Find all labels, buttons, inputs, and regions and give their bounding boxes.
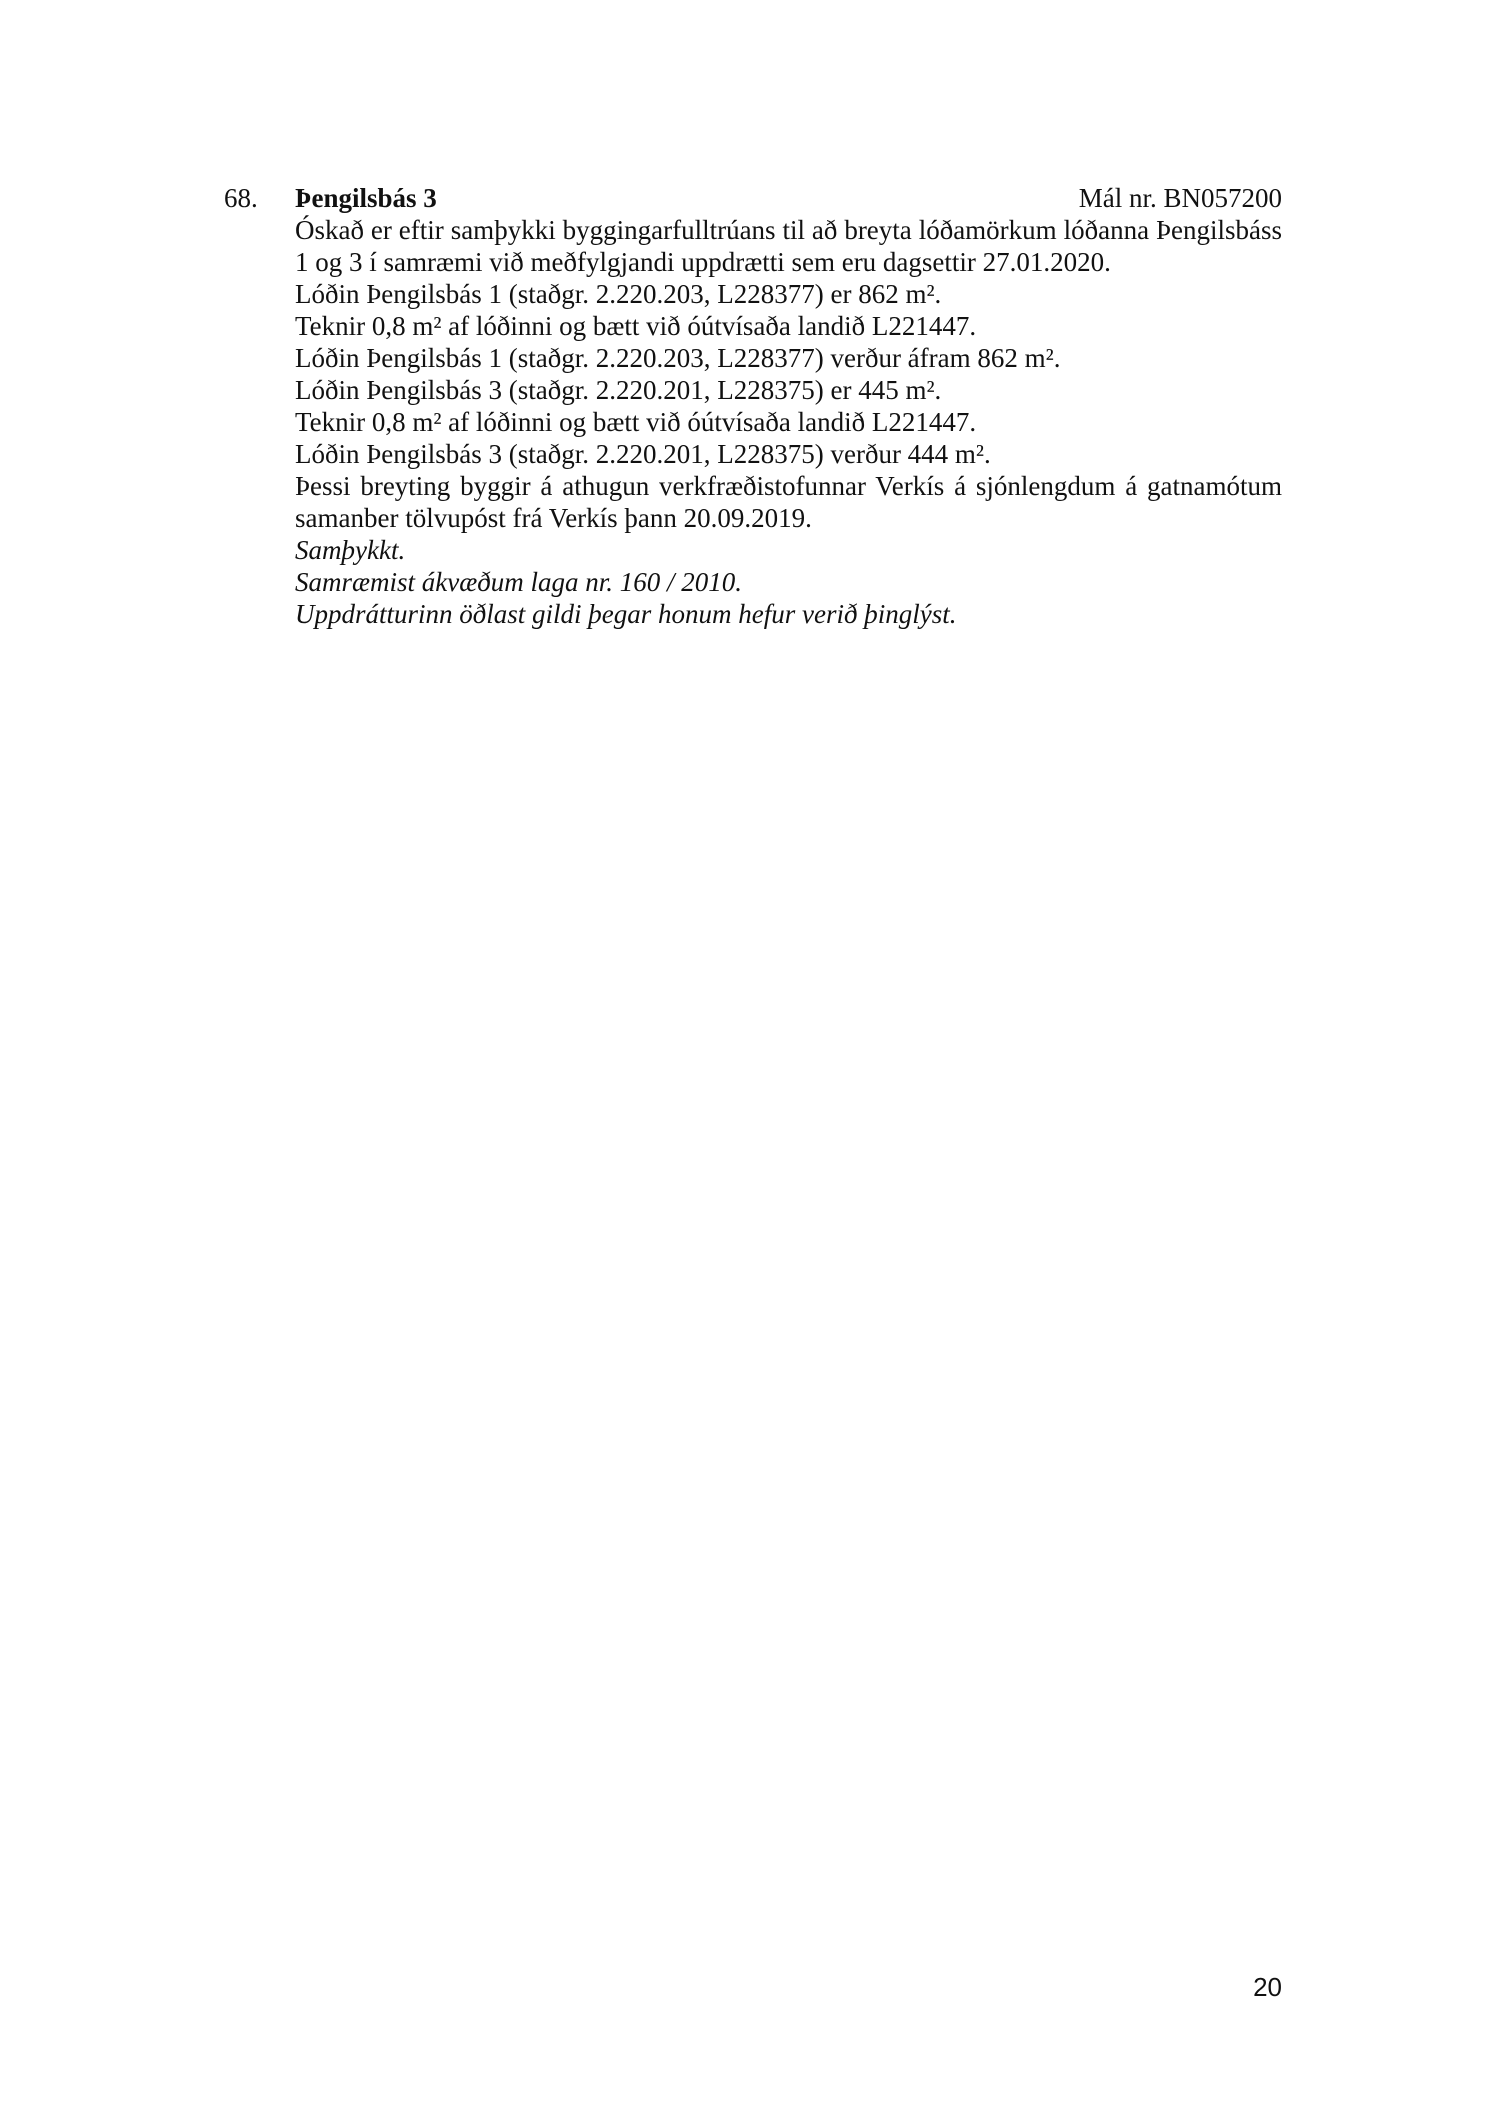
item-header xyxy=(224,182,1282,214)
plot-line: Teknir 0,8 m² af lóðinni og bætt við óútvísaða landið L221447. xyxy=(295,407,977,437)
case-number: Mál nr. BN057200 xyxy=(1078,183,1282,213)
item-body xyxy=(295,214,1282,630)
request-paragraph: Óskað er eftir samþykki byggingarfulltrúans til að breyta lóðamörkum lóðanna Þengilsbáss 1 og 3 í samræmi við meðfylgjandi uppdrætti sem eru dagsettir 27.01.2020. xyxy=(295,215,1282,277)
decision-line: Samræmist ákvæðum laga nr. 160 / 2010. xyxy=(295,567,743,597)
plot-line: Lóðin Þengilsbás 1 (staðgr. 2.220.203, L228377) verður áfram 862 m². xyxy=(295,343,1061,373)
item-title: Þengilsbás 3 xyxy=(295,183,437,213)
plot-line: Lóðin Þengilsbás 3 (staðgr. 2.220.201, L228375) verður 444 m². xyxy=(295,439,991,469)
plot-line: Teknir 0,8 m² af lóðinni og bætt við óútvísaða landið L221447. xyxy=(295,311,977,341)
plot-line: Lóðin Þengilsbás 3 (staðgr. 2.220.201, L228375) er 445 m². xyxy=(295,375,942,405)
page-number: 20 xyxy=(1253,1972,1282,2002)
decision-line: Uppdrátturinn öðlast gildi þegar honum hefur verið þinglýst. xyxy=(295,599,957,629)
item-number: 68. xyxy=(224,183,258,213)
decision-line: Samþykkt. xyxy=(295,535,406,565)
agenda-item xyxy=(224,182,1282,630)
note-paragraph: Þessi breyting byggir á athugun verkfræðistofunnar Verkís á sjónlengdum á gatnamótum samanber tölvupóst frá Verkís þann 20.09.2019. xyxy=(295,471,1282,533)
plot-line: Lóðin Þengilsbás 1 (staðgr. 2.220.203, L228377) er 862 m². xyxy=(295,279,942,309)
